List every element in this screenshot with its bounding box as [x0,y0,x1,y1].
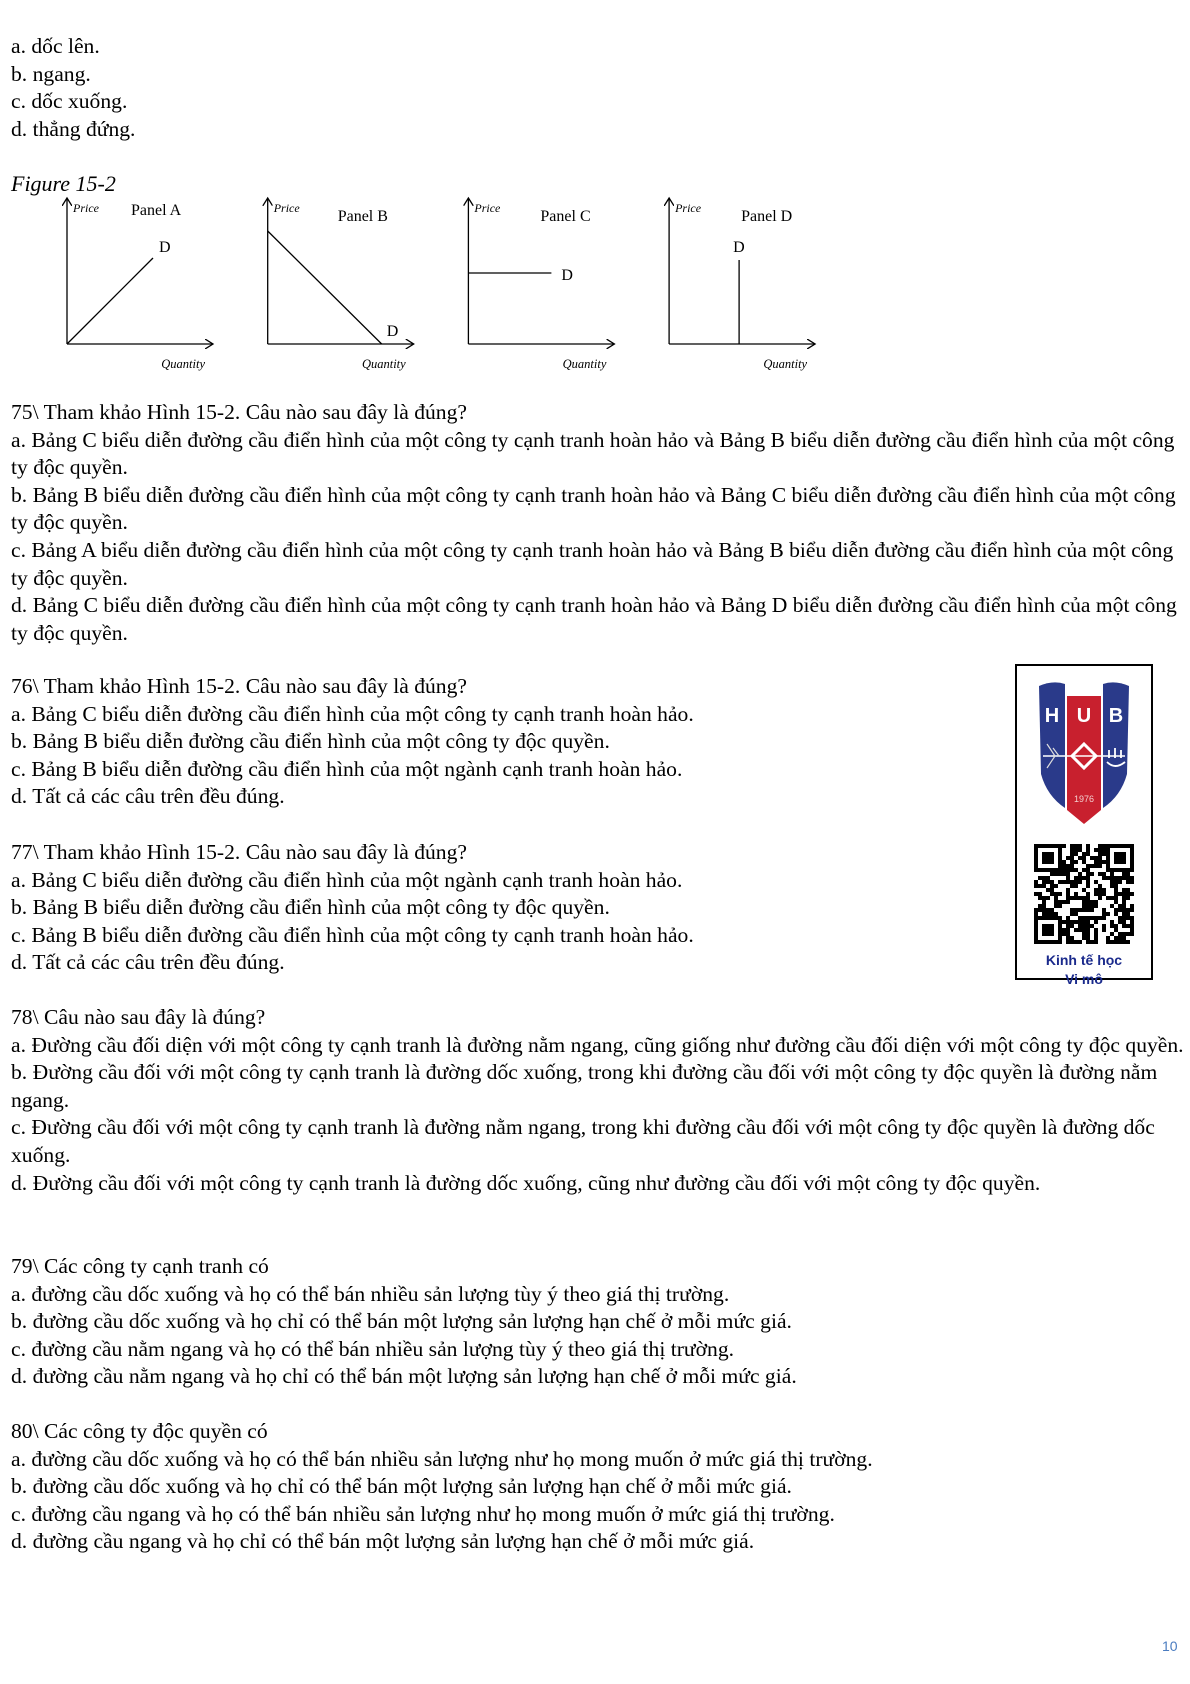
logo-year: 1976 [1073,794,1095,804]
question-79 [11,1253,1187,1391]
answer-option: c. Bảng A biểu diễn đường cầu điển hình của một công ty cạnh tranh hoàn hảo và Bảng B biểu diễn đường cầu điển hình của một công ty độc quyền. [11,537,1174,590]
answer-option: d. Đường cầu đối với một công ty cạnh tranh là đường dốc xuống, cũng như đường cầu đối với một công ty độc quyền. [11,1170,1041,1195]
previous-question-options [11,33,1187,143]
answer-option: b. đường cầu dốc xuống và họ chỉ có thể bán một lượng sản lượng hạn chế ở mỗi mức giá. [11,1474,792,1499]
figure-title: Figure 15-2 [11,171,116,196]
option-b: b. ngang. [11,61,91,86]
panel-title: Panel B [337,208,388,225]
y-axis-label: Price [675,201,702,215]
panel-a [67,198,213,371]
panel-title: Panel A [131,202,182,219]
demand-curve-label: D [386,323,399,340]
answer-option: c. Bảng B biểu diễn đường cầu điển hình của một ngành cạnh tranh hoàn hảo. [11,756,683,781]
option-a: a. dốc lên. [11,34,100,58]
question-80 [11,1418,1187,1556]
option-c: c. dốc xuống. [11,89,128,114]
answer-option: a. đường cầu dốc xuống và họ có thể bán nhiều sản lượng tùy ý theo giá thị trường. [11,1281,730,1306]
panel-b [268,198,414,371]
logo-letter-u: U [1076,705,1092,727]
demand-curve-label: D [159,239,171,256]
question-76 [11,673,911,811]
demand-curve [67,258,153,344]
shield-left [1039,682,1065,808]
y-axis-label: Price [474,201,501,215]
panel-c [468,198,614,371]
answer-option: a. Bảng C biểu diễn đường cầu điển hình của một ngành cạnh tranh hoàn hảo. [11,867,683,892]
panel-title: Panel C [540,208,591,225]
x-axis-label: Quantity [161,357,205,371]
y-axis-label: Price [73,201,99,215]
panel-d [669,198,815,371]
demand-curve [268,231,382,344]
answer-option: b. Đường cầu đối với một công ty cạnh tranh là đường dốc xuống, trong khi đường cầu đối với một công ty độc quyền là đường nằm ngang. [11,1060,1158,1112]
question-stem: 79\ Các công ty cạnh tranh có [11,1254,269,1278]
panel-title: Panel D [741,208,793,225]
question-75 [11,399,1187,647]
question-stem: 80\ Các công ty độc quyền có [11,1419,268,1443]
option-d: d. thẳng đứng. [11,116,136,141]
question-78 [11,1004,1187,1197]
answer-option: a. Bảng C biểu diễn đường cầu điển hình của một công ty cạnh tranh hoàn hảo. [11,701,694,726]
answer-option: a. đường cầu dốc xuống và họ có thể bán nhiều sản lượng như họ mong muốn ở mức giá thị trường. [11,1446,873,1471]
answer-option: d. Tất cả các câu trên đều đúng. [11,784,285,809]
page-number: 10 [1162,1638,1178,1654]
demand-curve-label: D [561,267,573,284]
answer-option: b. Bảng B biểu diễn đường cầu điển hình của một công ty độc quyền. [11,895,610,920]
answer-option: a. Bảng C biểu diễn đường cầu điển hình của một công ty cạnh tranh hoàn hảo và Bảng B biểu diễn đường cầu điển hình của một công ty độc quyền. [11,427,1175,480]
answer-option: d. đường cầu ngang và họ chỉ có thể bán một lượng sản lượng hạn chế ở mỗi mức giá. [11,1529,755,1554]
answer-option: c. đường cầu nằm ngang và họ có thể bán nhiều sản lượng tùy ý theo giá thị trường. [11,1336,735,1361]
figure-15-2 [0,190,860,380]
answer-option: c. Đường cầu đối với một công ty cạnh tranh là đường nằm ngang, trong khi đường cầu đối với một công ty độc quyền là đường dốc xuống. [11,1115,1155,1167]
answer-option: b. đường cầu dốc xuống và họ chỉ có thể bán một lượng sản lượng hạn chế ở mỗi mức giá. [11,1309,792,1334]
answer-option: b. Bảng B biểu diễn đường cầu điển hình của một công ty cạnh tranh hoàn hảo và Bảng C biểu diễn đường cầu điển hình của một công ty độc quyền. [11,482,1176,535]
answer-option: d. Bảng C biểu diễn đường cầu điển hình của một công ty cạnh tranh hoàn hảo và Bảng D biểu diễn đường cầu điển hình của một công ty độc quyền. [11,593,1177,645]
answer-option: d. đường cầu nằm ngang và họ chỉ có thể bán một lượng sản lượng hạn chế ở mỗi mức giá. [11,1364,797,1389]
answer-option: b. Bảng B biểu diễn đường cầu điển hình của một công ty độc quyền. [11,729,610,754]
x-axis-label: Quantity [562,357,607,371]
answer-option: a. Đường cầu đối diện với một công ty cạnh tranh là đường nằm ngang, cũng giống như đường cầu đối diện với một công ty độc quyền. [11,1032,1184,1057]
qr-code [1034,844,1134,944]
answer-option: c. Bảng B biểu diễn đường cầu điển hình của một công ty cạnh tranh hoàn hảo. [11,922,694,947]
logo-caption-line2: Vi mô [1065,971,1103,987]
x-axis-label: Quantity [361,357,406,371]
question-stem: 77\ Tham khảo Hình 15-2. Câu nào sau đây là đúng? [11,840,467,864]
demand-curve-label: D [733,239,745,256]
logo-letter-h: H [1044,705,1060,727]
question-stem: 75\ Tham khảo Hình 15-2. Câu nào sau đây là đúng? [11,400,467,424]
logo-letter-b: B [1108,705,1124,727]
hub-shield-logo [1035,678,1133,828]
x-axis-label: Quantity [763,357,808,371]
question-77 [11,839,911,977]
shield-right [1103,682,1129,808]
logo-caption-line1: Kinh tế học [1045,952,1123,968]
answer-option: c. đường cầu ngang và họ có thể bán nhiều sản lượng như họ mong muốn ở mức giá thị trường. [11,1501,835,1526]
question-stem: 76\ Tham khảo Hình 15-2. Câu nào sau đây là đúng? [11,674,467,698]
question-stem: 78\ Câu nào sau đây là đúng? [11,1005,266,1029]
answer-option: d. Tất cả các câu trên đều đúng. [11,950,285,975]
hub-logo-badge [1015,664,1153,987]
y-axis-label: Price [273,201,300,215]
